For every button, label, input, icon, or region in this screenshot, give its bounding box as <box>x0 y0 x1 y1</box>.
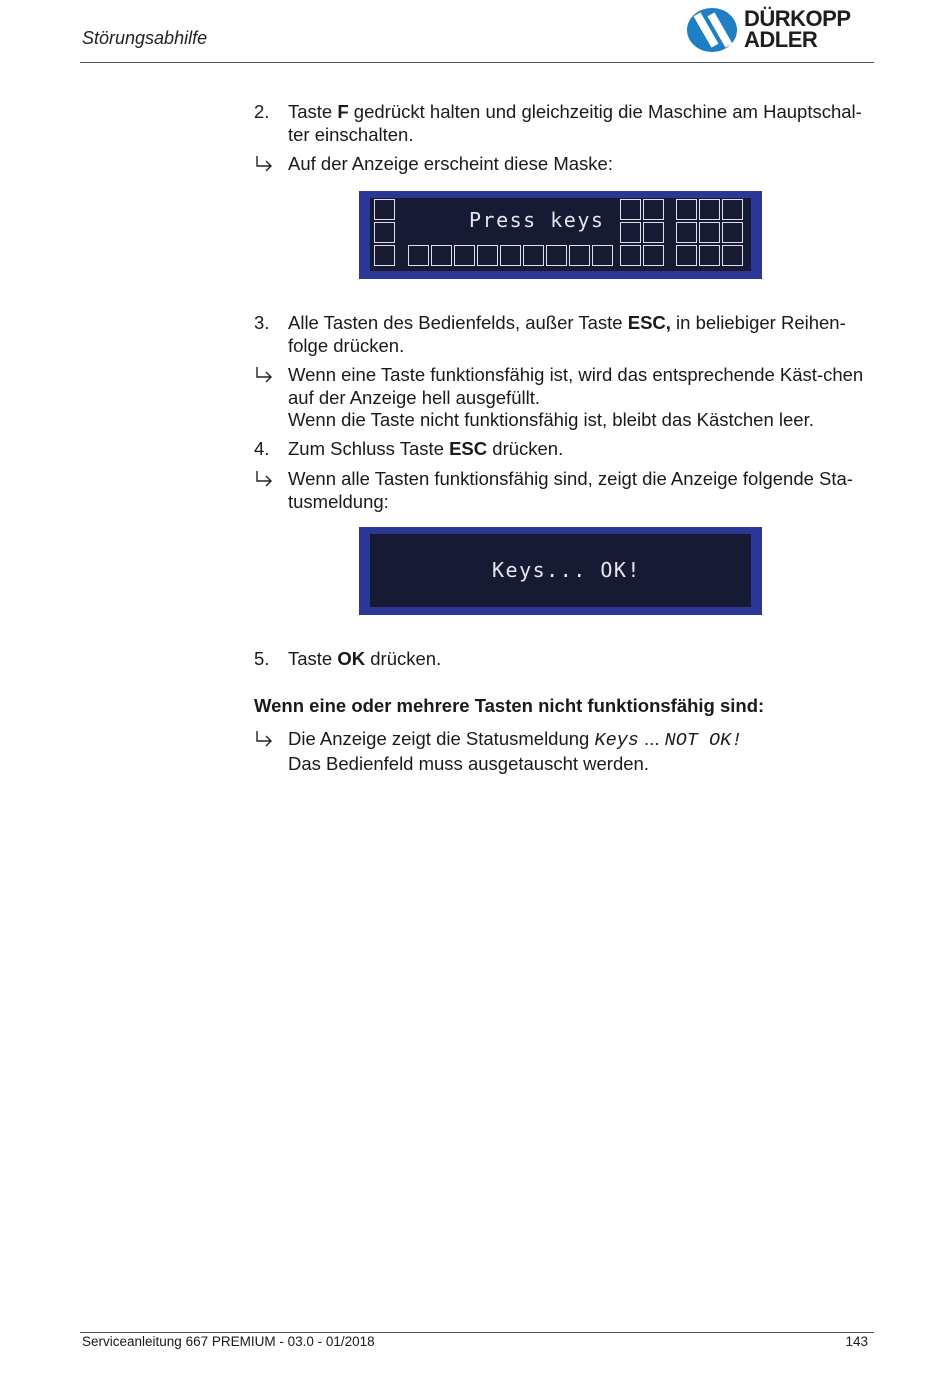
logo-text-line2: ADLER <box>744 27 818 52</box>
page-number: 143 <box>845 1334 868 1349</box>
key-box <box>722 222 743 243</box>
step-number: 3. <box>254 312 270 333</box>
key-box <box>620 199 641 220</box>
step-text: Alle Tasten des Bedienfelds, außer Taste ESC, in beliebiger Reihen-folge drücken. <box>288 312 846 356</box>
key-box <box>523 245 544 266</box>
key-box <box>643 245 664 266</box>
logo-text-line1: DÜRKOPP <box>744 6 851 31</box>
key-box <box>643 199 664 220</box>
result-text: Wenn alle Tasten funktionsfähig sind, zeigt die Anzeige folgende Sta-tusmeldung: <box>288 468 853 512</box>
fault-heading: Wenn eine oder mehrere Tasten nicht funktionsfähig sind: <box>254 695 765 716</box>
key-box <box>676 245 697 266</box>
result-4 <box>254 468 874 513</box>
key-box <box>592 245 613 266</box>
header-divider <box>80 62 874 63</box>
step-4 <box>254 438 874 461</box>
key-box <box>374 199 395 220</box>
result-arrow-icon <box>254 154 278 174</box>
key-box <box>699 199 720 220</box>
key-box <box>699 222 720 243</box>
brand-logo <box>686 7 876 53</box>
key-box <box>500 245 521 266</box>
key-box <box>569 245 590 266</box>
result-3 <box>254 364 874 432</box>
key-box <box>722 245 743 266</box>
display-press-keys <box>359 191 762 279</box>
display-screen <box>370 198 751 271</box>
logo-mark-icon <box>686 7 742 53</box>
step-2 <box>254 101 874 146</box>
result-arrow-icon <box>254 729 278 749</box>
step-3 <box>254 312 874 357</box>
display-message: Keys... OK! <box>492 558 641 582</box>
step-number: 2. <box>254 101 270 122</box>
key-box <box>408 245 429 266</box>
result-arrow-icon <box>254 469 278 489</box>
display-keys-ok <box>359 527 762 615</box>
key-box <box>722 199 743 220</box>
result-text: Auf der Anzeige erscheint diese Maske: <box>288 153 613 174</box>
step-number: 5. <box>254 648 270 669</box>
key-box <box>643 222 664 243</box>
step-text: Taste OK drücken. <box>288 648 442 669</box>
fault-result <box>254 728 874 775</box>
section-title: Störungsabhilfe <box>82 28 208 48</box>
result-text: Die Anzeige zeigt die Statusmeldung Keys ... NOT OK! Das Bedienfeld muss ausgetauscht werden. <box>288 728 743 774</box>
key-box <box>676 199 697 220</box>
key-box <box>374 245 395 266</box>
key-box <box>699 245 720 266</box>
step-5 <box>254 648 874 671</box>
step-text: Taste F gedrückt halten und gleichzeitig die Maschine am Hauptschal-ter einschalten. <box>288 101 862 145</box>
key-box <box>620 245 641 266</box>
key-box <box>431 245 452 266</box>
key-box <box>477 245 498 266</box>
key-box <box>374 222 395 243</box>
step-text: Zum Schluss Taste ESC drücken. <box>288 438 564 459</box>
step-number: 4. <box>254 438 270 459</box>
result-2 <box>254 153 874 176</box>
display-screen <box>370 534 751 607</box>
result-text: Wenn eine Taste funktionsfähig ist, wird das entsprechende Käst-chen auf der Anzeige hell ausgefüllt. Wenn die Taste nicht funktionsfähig ist, bleibt das Kästchen leer. <box>288 364 864 430</box>
key-box <box>620 222 641 243</box>
result-arrow-icon <box>254 365 278 385</box>
footer-divider <box>80 1332 874 1333</box>
footer-document-title: Serviceanleitung 667 PREMIUM - 03.0 - 01/2018 <box>82 1334 375 1349</box>
display-message: Press keys <box>469 208 605 232</box>
key-box <box>546 245 567 266</box>
key-box <box>676 222 697 243</box>
key-box <box>454 245 475 266</box>
